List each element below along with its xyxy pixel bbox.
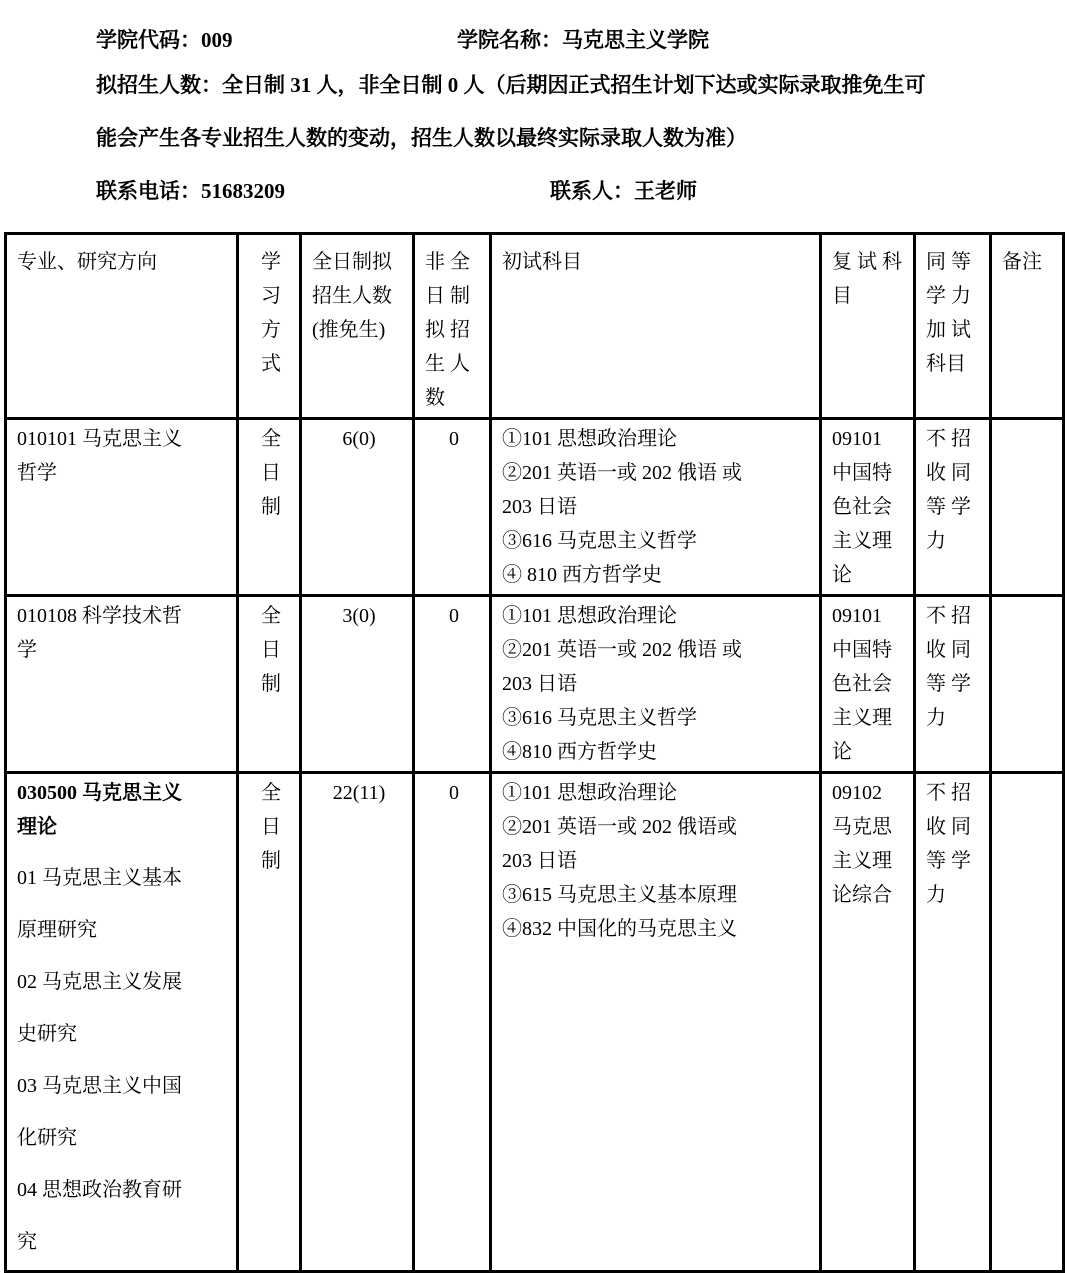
enrollment-note-line-2: 能会产生各专业招生人数的变动，招生人数以最终实际录取人数为准） bbox=[96, 126, 747, 150]
text-line: ②201 英语一或 202 俄语 或 bbox=[502, 462, 742, 484]
contact-person-value: 王老师 bbox=[634, 179, 697, 203]
text-line: 招生人数 bbox=[312, 285, 392, 307]
table-header-row bbox=[6, 234, 1064, 419]
text-line: 01 马克思主义基本 bbox=[17, 867, 182, 889]
text-line: 010108 科学技术哲 bbox=[17, 605, 182, 627]
text-line: 09102 bbox=[832, 782, 882, 804]
enrollment-note-line-1: 拟招生人数：全日制 31 人，非全日制 0 人（后期因正式招生计划下达或实际录取推免生可 bbox=[96, 73, 926, 97]
text-line: 初试科目 bbox=[502, 251, 582, 273]
text-line: 主义理 bbox=[832, 707, 892, 729]
text-line: 力 bbox=[926, 884, 946, 906]
cell-major bbox=[6, 596, 238, 773]
text-line: 中国特 bbox=[832, 462, 892, 484]
header-equivalency-exam bbox=[915, 234, 991, 419]
text-line: ①101 思想政治理论 bbox=[502, 428, 677, 450]
text-line: 式 bbox=[261, 353, 281, 375]
text-line: 力 bbox=[926, 530, 946, 552]
cell-fulltime-quota: 22(11) bbox=[301, 773, 414, 1272]
text-line: 马克思 bbox=[832, 816, 892, 838]
text-line: 数 bbox=[425, 387, 445, 409]
text-line: 等 学 bbox=[926, 850, 971, 872]
header-fulltime-quota bbox=[301, 234, 414, 419]
text-line: (推免生) bbox=[312, 319, 386, 341]
contact-person bbox=[550, 177, 697, 205]
text-line: 09101 bbox=[832, 428, 882, 450]
text-line: 论 bbox=[832, 564, 852, 586]
text-line: 原理研究 bbox=[17, 919, 97, 941]
text-line: 不 招 bbox=[926, 605, 971, 627]
text-line: 不 招 bbox=[926, 782, 971, 804]
table-row bbox=[6, 596, 1064, 773]
text-line: ①101 思想政治理论 bbox=[502, 782, 677, 804]
text-line: 04 思想政治教育研 bbox=[17, 1179, 182, 1201]
college-code-value: 009 bbox=[201, 28, 233, 52]
text-line: 全日制拟 bbox=[312, 251, 392, 273]
text-line: 复 试 科 bbox=[832, 251, 902, 273]
text-line: 203 日语 bbox=[502, 673, 577, 695]
text-line: 010101 马克思主义 bbox=[17, 428, 182, 450]
text-line: ④810 西方哲学史 bbox=[502, 741, 657, 763]
cell-study-mode bbox=[238, 773, 301, 1272]
text-line: ④832 中国化的马克思主义 bbox=[502, 918, 737, 940]
text-line: ③616 马克思主义哲学 bbox=[502, 707, 697, 729]
text-line: 论 bbox=[832, 741, 852, 763]
text-line: 203 日语 bbox=[502, 496, 577, 518]
text-line: 日 bbox=[261, 639, 281, 661]
header-retest-subject bbox=[821, 234, 915, 419]
text-line: 收 同 bbox=[926, 462, 971, 484]
text-line: ③615 马克思主义基本原理 bbox=[502, 884, 737, 906]
text-line: ③616 马克思主义哲学 bbox=[502, 530, 697, 552]
cell-equivalency bbox=[915, 773, 991, 1272]
text-line: 拟 招 bbox=[425, 319, 470, 341]
text-line: 科目 bbox=[926, 353, 966, 375]
text-line: 方 bbox=[261, 319, 281, 341]
text-line: 制 bbox=[261, 850, 281, 872]
college-code-label: 学院代码： bbox=[96, 28, 201, 52]
college-code bbox=[96, 26, 233, 54]
cell-remarks bbox=[991, 419, 1064, 596]
text-line: 制 bbox=[261, 673, 281, 695]
text-line: 日 制 bbox=[425, 285, 470, 307]
text-line: 学 力 bbox=[926, 285, 971, 307]
cell-major bbox=[6, 419, 238, 596]
cell-initial-exam bbox=[491, 773, 821, 1272]
major-code bbox=[17, 422, 230, 490]
major-code bbox=[17, 599, 230, 667]
college-name bbox=[457, 26, 709, 54]
text-line: 加 试 bbox=[926, 319, 971, 341]
text-line: 全 bbox=[261, 782, 281, 804]
text-line: 主义理 bbox=[832, 530, 892, 552]
text-line: 收 同 bbox=[926, 639, 971, 661]
text-line: 日 bbox=[261, 462, 281, 484]
cell-parttime-quota: 0 bbox=[414, 419, 491, 596]
text-line: 收 同 bbox=[926, 816, 971, 838]
text-line: ①101 思想政治理论 bbox=[502, 605, 677, 627]
text-line: 究 bbox=[17, 1231, 37, 1253]
text-line: 中国特 bbox=[832, 639, 892, 661]
text-line: 全 bbox=[261, 605, 281, 627]
cell-retest-subject bbox=[821, 419, 915, 596]
text-line: 日 bbox=[261, 816, 281, 838]
cell-equivalency bbox=[915, 596, 991, 773]
header-parttime-quota bbox=[414, 234, 491, 419]
table-row bbox=[6, 773, 1064, 1272]
contact-phone bbox=[96, 177, 285, 205]
text-line: 03 马克思主义中国 bbox=[17, 1075, 182, 1097]
text-line: 哲学 bbox=[17, 462, 57, 484]
contact-person-label: 联系人： bbox=[550, 179, 634, 203]
cell-equivalency bbox=[915, 419, 991, 596]
cell-parttime-quota: 0 bbox=[414, 596, 491, 773]
text-line: 等 学 bbox=[926, 496, 971, 518]
text-line: 色社会 bbox=[832, 673, 892, 695]
text-line: 等 学 bbox=[926, 673, 971, 695]
text-line: 化研究 bbox=[17, 1127, 77, 1149]
cell-remarks bbox=[991, 773, 1064, 1272]
text-line: ②201 英语一或 202 俄语或 bbox=[502, 816, 737, 838]
text-line: 同 等 bbox=[926, 251, 971, 273]
text-line: 030500 马克思主义 bbox=[17, 782, 182, 804]
header-major bbox=[6, 234, 238, 419]
contact-phone-label: 联系电话： bbox=[96, 179, 201, 203]
cell-study-mode bbox=[238, 596, 301, 773]
text-line: 史研究 bbox=[17, 1023, 77, 1045]
cell-initial-exam bbox=[491, 596, 821, 773]
cell-parttime-quota: 0 bbox=[414, 773, 491, 1272]
cell-remarks bbox=[991, 596, 1064, 773]
cell-initial-exam bbox=[491, 419, 821, 596]
cell-fulltime-quota: 3(0) bbox=[301, 596, 414, 773]
major-code bbox=[17, 776, 230, 844]
cell-fulltime-quota: 6(0) bbox=[301, 419, 414, 596]
text-line: 制 bbox=[261, 496, 281, 518]
text-line: ②201 英语一或 202 俄语 或 bbox=[502, 639, 742, 661]
text-line: 论综合 bbox=[832, 884, 892, 906]
research-directions bbox=[17, 852, 230, 1268]
text-line: 学 bbox=[261, 251, 281, 273]
text-line: 目 bbox=[832, 285, 852, 307]
contact-phone-value: 51683209 bbox=[201, 179, 285, 203]
text-line: 09101 bbox=[832, 605, 882, 627]
text-line: 力 bbox=[926, 707, 946, 729]
text-line: 学 bbox=[17, 639, 37, 661]
cell-retest-subject bbox=[821, 773, 915, 1272]
admissions-table bbox=[4, 232, 1065, 1273]
text-line: 色社会 bbox=[832, 496, 892, 518]
text-line: 理论 bbox=[17, 816, 57, 838]
text-line: 不 招 bbox=[926, 428, 971, 450]
document-header bbox=[0, 0, 1069, 232]
text-line: 非 全 bbox=[425, 251, 470, 273]
text-line: 全 bbox=[261, 428, 281, 450]
text-line: 203 日语 bbox=[502, 850, 577, 872]
header-initial-exam bbox=[491, 234, 821, 419]
text-line: 专业、研究方向 bbox=[17, 251, 157, 273]
cell-study-mode bbox=[238, 419, 301, 596]
text-line: 主义理 bbox=[832, 850, 892, 872]
text-line: 习 bbox=[261, 285, 281, 307]
cell-retest-subject bbox=[821, 596, 915, 773]
header-study-mode bbox=[238, 234, 301, 419]
college-name-label: 学院名称： bbox=[457, 28, 562, 52]
text-line: 备注 bbox=[1002, 251, 1042, 273]
college-name-value: 马克思主义学院 bbox=[562, 28, 709, 52]
text-line: 生 人 bbox=[425, 353, 470, 375]
header-remarks bbox=[991, 234, 1064, 419]
text-line: 02 马克思主义发展 bbox=[17, 971, 182, 993]
cell-major bbox=[6, 773, 238, 1272]
text-line: ④ 810 西方哲学史 bbox=[502, 564, 662, 586]
table-row bbox=[6, 419, 1064, 596]
